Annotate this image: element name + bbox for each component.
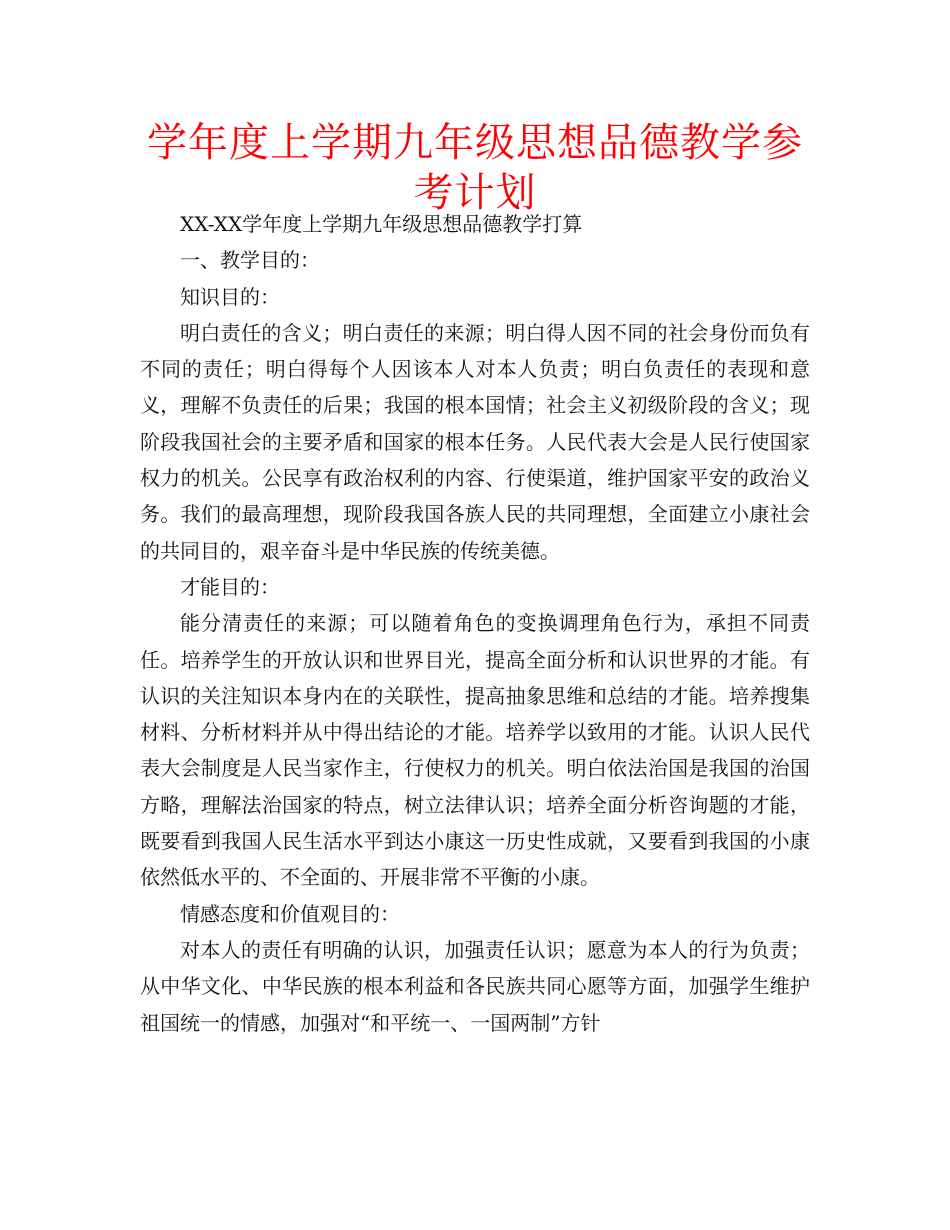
subsection-heading: 情感态度和价值观目的： — [180, 901, 400, 926]
subtitle-paragraph: XX-XX学年度上学期九年级思想品德教学打算 — [180, 212, 583, 236]
subsection-heading: 知识目的： — [180, 284, 280, 309]
subsection-heading: 才能目的： — [180, 574, 280, 599]
section-heading: 一、教学目的： — [180, 248, 320, 273]
document-title: 学年度上学期九年级思想品德教学参考计划 — [147, 120, 803, 216]
document-body — [140, 206, 810, 1041]
body-paragraph: 明白责任的含义；明白责任的来源；明白得人因不同的社会身份而负有不同的责任；明白得每个人因该本人对本人负责；明白负责任的表现和意义，理解不负责任的后果；我国的根本国情；社会主义初级阶段的含义；现阶段我国社会的主要矛盾和国家的根本任务。人民代表大会是人民行使国家权力的机关。公民享有政治权利的内容、行使渠道，维护国家平安的政治义务。我们的最高理想，现阶段我国各族人民的共同理想，全面建立小康社会的共同目的，艰辛奋斗是中华民族的传统美德。 — [140, 320, 810, 563]
body-paragraph: 对本人的责任有明确的认识，加强责任认识；愿意为本人的行为负责；从中华文化、中华民族的根本利益和各民族共同心愿等方面，加强学生维护祖国统一的情感，加强对“和平统一、一国两制”方针 — [140, 937, 810, 1035]
body-paragraph: 能分清责任的来源；可以随着角色的变换调理角色行为，承担不同责任。培养学生的开放认识和世界目光，提高全面分析和认识世界的才能。有认识的关注知识本身内在的关联性，提高抽象思维和总结的才能。培养搜集材料、分析材料并从中得出结论的才能。培养学以致用的才能。认识人民代表大会制度是人民当家作主，行使权力的机关。明白依法治国是我国的治国方略，理解法治国家的特点，树立法律认识；培养全面分析咨询题的才能，既要看到我国人民生活水平到达小康这一历史性成就，又要看到我国的小康依然低水平的、不全面的、开展非常不平衡的小康。 — [140, 611, 810, 890]
